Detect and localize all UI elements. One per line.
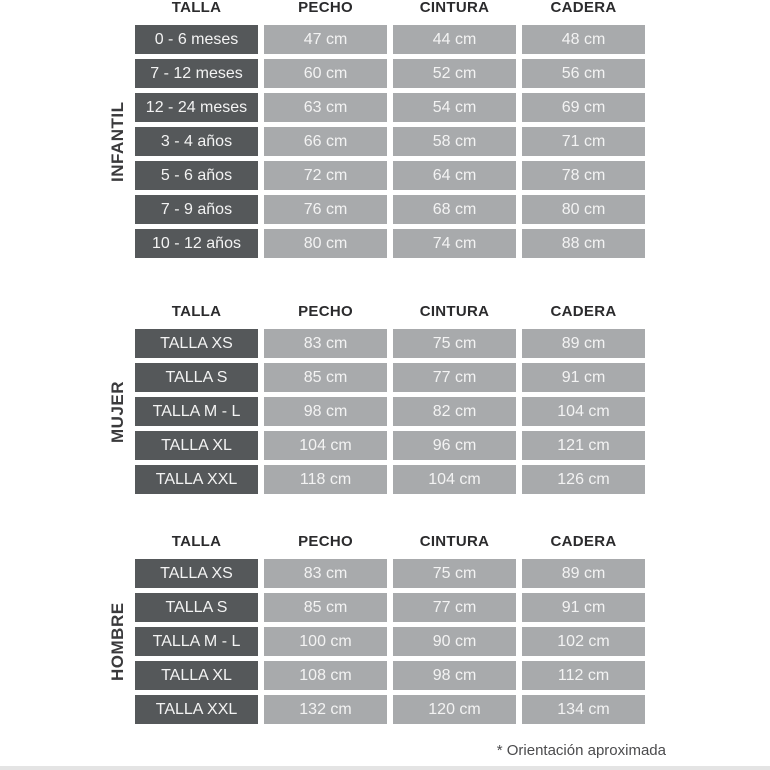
measurement-cell: 98 cm (393, 661, 516, 690)
measurement-cell: 118 cm (264, 465, 387, 494)
column-header-talla: TALLA (171, 303, 222, 320)
measurement-cell: 132 cm (264, 695, 387, 724)
measurement-cell: 75 cm (393, 329, 516, 358)
size-label-cell: TALLA XXL (135, 465, 258, 494)
measurement-cell: 47 cm (264, 25, 387, 54)
measurement-cell: 104 cm (264, 431, 387, 460)
size-label-cell: TALLA XS (135, 329, 258, 358)
measurement-cell: 89 cm (522, 559, 645, 588)
measurement-cell: 108 cm (264, 661, 387, 690)
measurement-cell: 48 cm (522, 25, 645, 54)
size-label-cell: 5 - 6 años (135, 161, 258, 190)
table-body (135, 25, 645, 258)
measurement-cell: 60 cm (264, 59, 387, 88)
section-hombre (108, 533, 645, 724)
measurement-cell: 71 cm (522, 127, 645, 156)
measurement-cell: 63 cm (264, 93, 387, 122)
section-infantil (108, 0, 645, 258)
measurement-cell: 96 cm (393, 431, 516, 460)
column-header-pecho: PECHO (298, 533, 353, 550)
size-label-cell: 7 - 12 meses (135, 59, 258, 88)
measurement-cell: 78 cm (522, 161, 645, 190)
size-label-cell: 12 - 24 meses (135, 93, 258, 122)
column-header-pecho: PECHO (298, 0, 353, 16)
bottom-edge-divider (0, 766, 770, 770)
column-header-talla: TALLA (171, 0, 222, 16)
measurement-cell: 98 cm (264, 397, 387, 426)
size-label-cell: TALLA S (135, 363, 258, 392)
measurement-cell: 74 cm (393, 229, 516, 258)
measurement-cell: 85 cm (264, 363, 387, 392)
measurement-cell: 126 cm (522, 465, 645, 494)
measurement-cell: 77 cm (393, 593, 516, 622)
measurement-cell: 102 cm (522, 627, 645, 656)
column-header-row (135, 304, 645, 320)
size-label-cell: 10 - 12 años (135, 229, 258, 258)
measurement-cell: 58 cm (393, 127, 516, 156)
column-header-talla: TALLA (171, 533, 222, 550)
measurement-cell: 69 cm (522, 93, 645, 122)
measurement-cell: 76 cm (264, 195, 387, 224)
column-header-cintura: CINTURA (419, 533, 490, 550)
size-label-cell: TALLA M - L (135, 397, 258, 426)
measurement-cell: 104 cm (393, 465, 516, 494)
column-header-pecho: PECHO (298, 303, 353, 320)
size-label-cell: TALLA XL (135, 661, 258, 690)
measurement-cell: 68 cm (393, 195, 516, 224)
measurement-cell: 104 cm (522, 397, 645, 426)
measurement-cell: 83 cm (264, 329, 387, 358)
measurement-cell: 83 cm (264, 559, 387, 588)
table-body (135, 329, 645, 494)
size-label-cell: TALLA XS (135, 559, 258, 588)
section-mujer (108, 303, 645, 494)
column-header-cadera: CADERA (550, 533, 617, 550)
section-label-hombre: HOMBRE (108, 602, 127, 681)
measurement-cell: 120 cm (393, 695, 516, 724)
measurement-cell: 100 cm (264, 627, 387, 656)
measurement-cell: 52 cm (393, 59, 516, 88)
size-label-cell: 3 - 4 años (135, 127, 258, 156)
size-label-cell: TALLA S (135, 593, 258, 622)
footnote-text: * Orientación aproximada (496, 742, 666, 759)
column-header-cintura: CINTURA (419, 0, 490, 16)
measurement-cell: 90 cm (393, 627, 516, 656)
measurement-cell: 54 cm (393, 93, 516, 122)
column-header-row (135, 534, 645, 550)
size-label-cell: 0 - 6 meses (135, 25, 258, 54)
measurement-cell: 112 cm (522, 661, 645, 690)
column-header-cadera: CADERA (550, 303, 617, 320)
size-label-cell: 7 - 9 años (135, 195, 258, 224)
section-label-mujer: MUJER (108, 380, 127, 443)
measurement-cell: 66 cm (264, 127, 387, 156)
measurement-cell: 75 cm (393, 559, 516, 588)
size-label-cell: TALLA XXL (135, 695, 258, 724)
measurement-cell: 80 cm (522, 195, 645, 224)
measurement-cell: 80 cm (264, 229, 387, 258)
measurement-cell: 82 cm (393, 397, 516, 426)
measurement-cell: 121 cm (522, 431, 645, 460)
column-header-cadera: CADERA (550, 0, 617, 16)
measurement-cell: 56 cm (522, 59, 645, 88)
measurement-cell: 134 cm (522, 695, 645, 724)
column-header-row (135, 0, 645, 16)
measurement-cell: 72 cm (264, 161, 387, 190)
size-label-cell: TALLA M - L (135, 627, 258, 656)
measurement-cell: 77 cm (393, 363, 516, 392)
measurement-cell: 91 cm (522, 593, 645, 622)
column-header-cintura: CINTURA (419, 303, 490, 320)
measurement-cell: 91 cm (522, 363, 645, 392)
measurement-cell: 64 cm (393, 161, 516, 190)
table-body (135, 559, 645, 724)
measurement-cell: 85 cm (264, 593, 387, 622)
measurement-cell: 89 cm (522, 329, 645, 358)
size-label-cell: TALLA XL (135, 431, 258, 460)
measurement-cell: 88 cm (522, 229, 645, 258)
section-label-infantil: INFANTIL (108, 101, 127, 182)
measurement-cell: 44 cm (393, 25, 516, 54)
